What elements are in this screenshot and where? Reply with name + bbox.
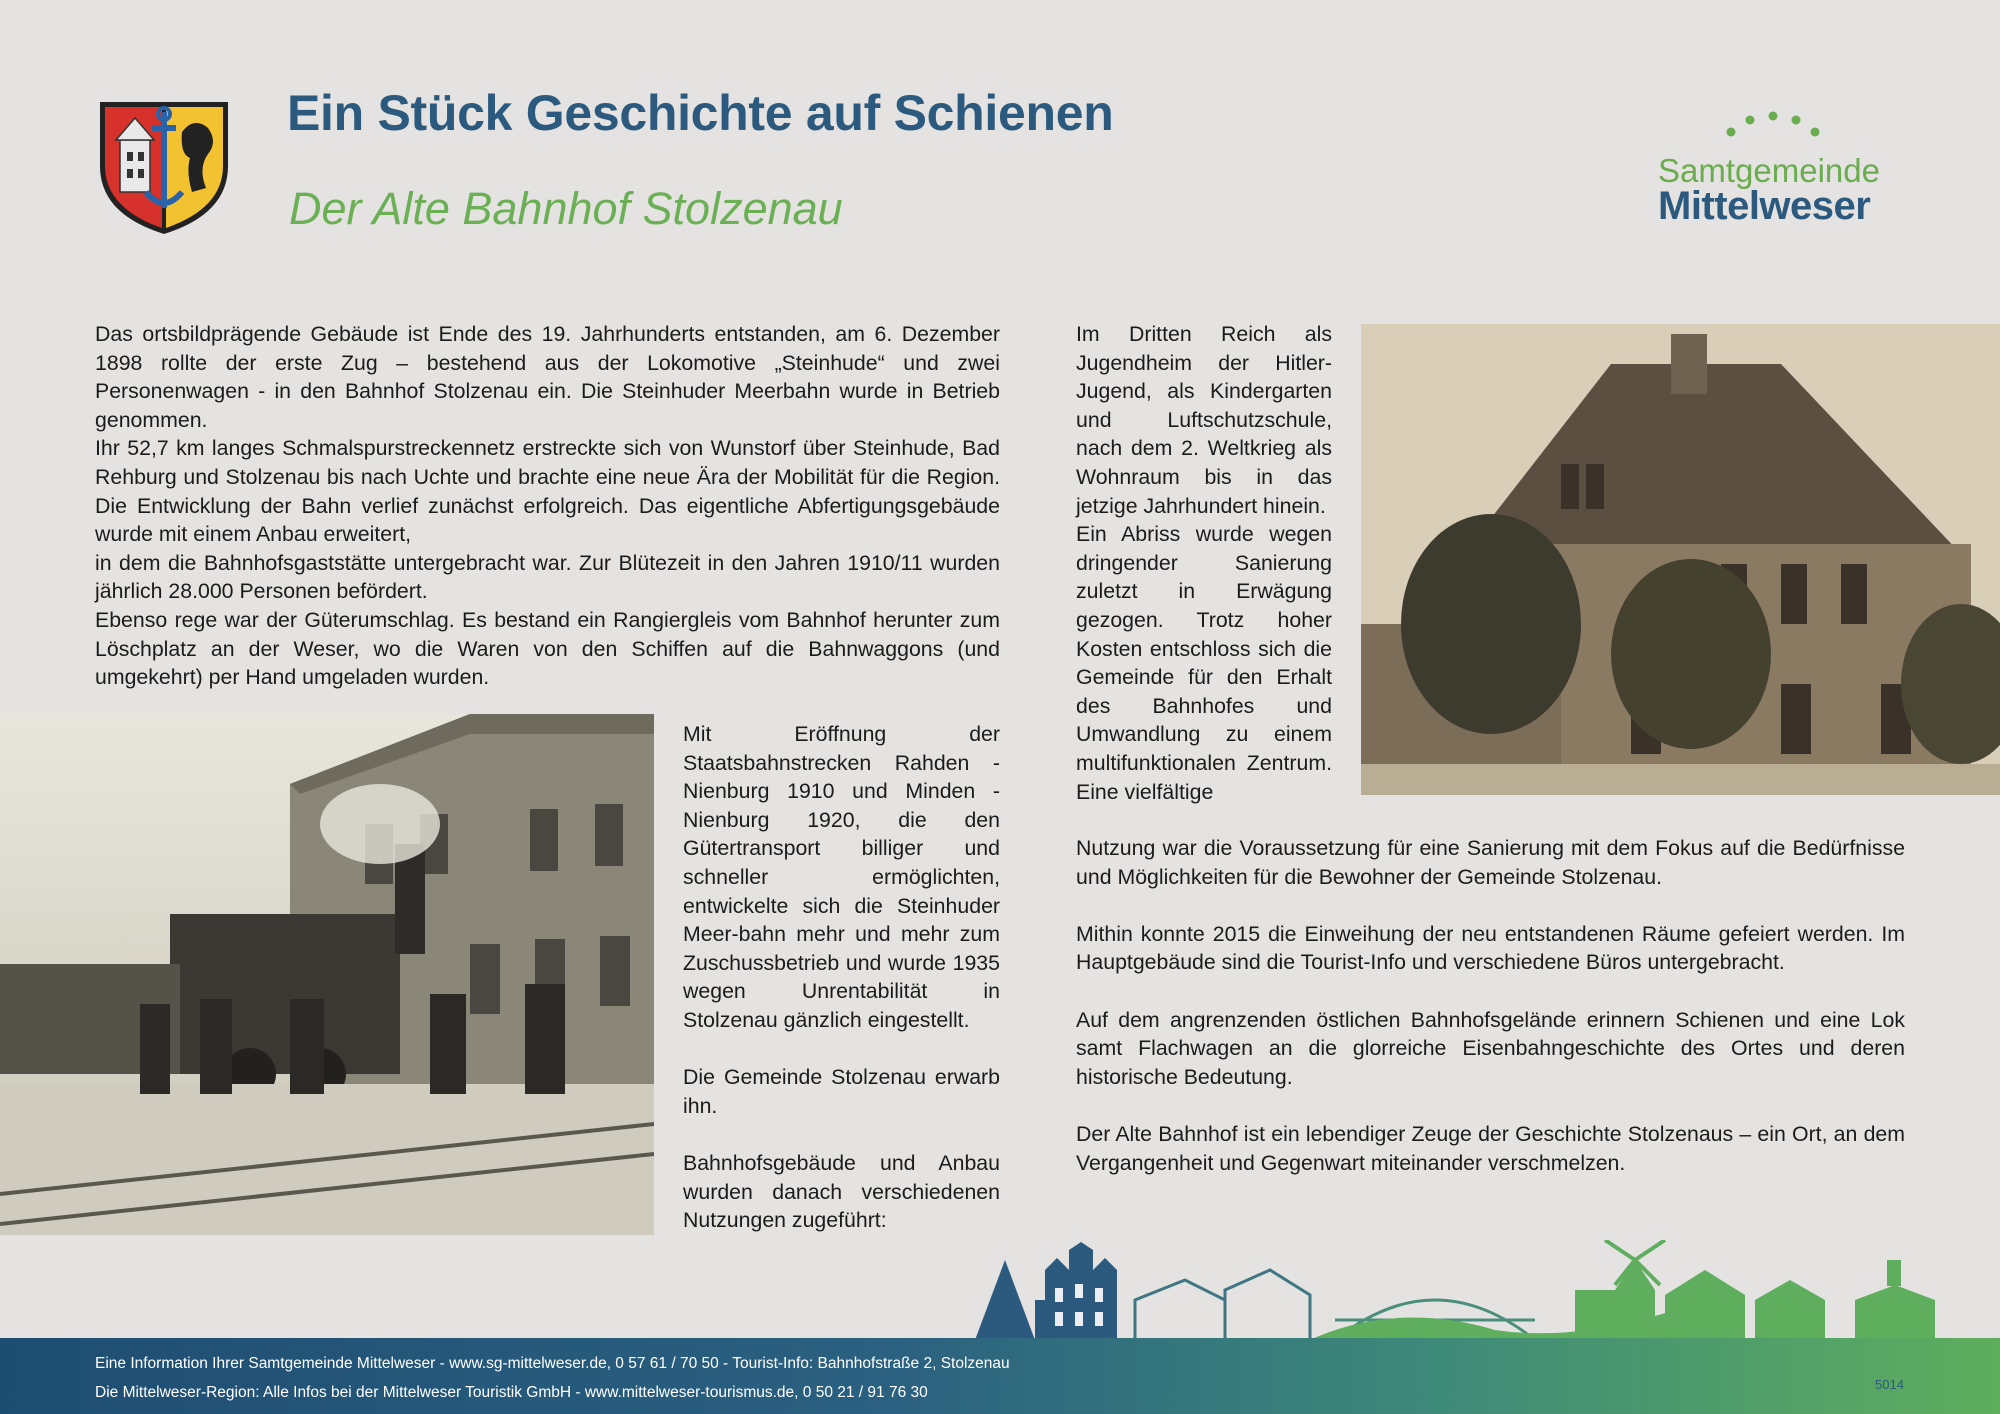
historic-train-photo xyxy=(0,714,654,1235)
present-text xyxy=(1076,834,1905,1177)
logo-line2: Mittelweser xyxy=(1658,184,1871,228)
history-paragraph-3: Bahnhofsgebäude und Anbau wurden danach verschiedenen Nutzungen zugeführt: xyxy=(683,1150,1000,1233)
samtgemeinde-logo xyxy=(1655,108,1895,238)
usage-paragraph-1: Im Dritten Reich als Jugendheim der Hitler-Jugend, als Kindergarten und Luftschutzschule, nach dem 2. Weltkrieg als Wohnraum bis in das jetzige Jahrhundert hinein. xyxy=(1076,322,1332,518)
present-paragraph-1: Mithin konnte 2015 die Einweihung der neu entstandenen Räume gefeiert werden. Im Hauptgebäude sind die Tourist-Info und verschiedene Büros untergebracht. xyxy=(1076,921,1905,975)
usage-paragraph-2: Ein Abriss wurde wegen dringender Sanierung zuletzt in Erwägung gezogen. Trotz hoher Kosten entschloss sich die Gemeinde für den Erhalt des Bahnhofes und Umwandlung zu einem multifunktionalen Zentrum. Eine vielfältige xyxy=(1076,522,1332,804)
footer-info-line1: Eine Information Ihrer Samtgemeinde Mittelweser - www.sg-mittelweser.de, 0 57 61 / 70 50 - Tourist-Info: Bahnhofstraße 2, Stolzenau xyxy=(95,1355,1010,1372)
historic-station-photo xyxy=(1361,324,2000,795)
history-paragraph-1: Mit Eröffnung der Staatsbahnstrecken Rahden - Nienburg 1910 und Minden - Nienburg 1920, die den Gütertransport billiger und schneller ermöglichten, entwickelte sich die Steinhuder Meer-bahn mehr und mehr zum Zuschussbetrieb und wurde 1935 wegen Unrentabilität in Stolzenau gänzlich eingestellt. xyxy=(683,722,1000,1032)
logo-dots-icon xyxy=(1655,108,1895,152)
present-paragraph-2: Auf dem angrenzenden östlichen Bahnhofsgelände erinnern Schienen und eine Lok samt Flachwagen an die glorreiche Eisenbahngeschichte des Ortes und deren historische Bedeutung. xyxy=(1076,1007,1905,1089)
usage-text xyxy=(1076,320,1332,806)
intro-paragraph-2: Ihr 52,7 km langes Schmalspurstreckennetz erstreckte sich von Wunstorf über Steinhude, Bad Rehburg und Stolzenau bis nach Uchte und brachte eine neue Ära der Mobilität für die Region. Die Entwicklung der Bahn verlief zunächst erfolgreich. Das eigentliche Abfertigungsgebäude wurde mit einem Anbau erweitert, xyxy=(95,436,1000,547)
page-title: Ein Stück Geschichte auf Schienen xyxy=(287,85,1114,141)
present-paragraph-3: Der Alte Bahnhof ist ein lebendiger Zeuge der Geschichte Stolzenaus – ein Ort, an dem Vergangenheit und Gegenwart miteinander verschmelzen. xyxy=(1076,1121,1905,1175)
skyline-illustration xyxy=(975,1240,2000,1342)
history-paragraph-2: Die Gemeinde Stolzenau erwarb ihn. xyxy=(683,1065,1000,1118)
footer-code: 5014 xyxy=(1875,1377,1904,1392)
intro-paragraph-4: Ebenso rege war der Güterumschlag. Es bestand ein Rangiergleis vom Bahnhof herunter zum Löschplatz an der Weser, wo die Waren von den Schiffen auf die Bahnwaggons (und umgekehrt) per Hand umgeladen wurden. xyxy=(95,607,1000,690)
logo-line1: Samtgemeinde xyxy=(1658,152,1880,189)
history-text xyxy=(683,720,1000,1235)
present-continuation: Nutzung war die Voraussetzung für eine Sanierung mit dem Fokus auf die Bedürfnisse und Möglichkeiten für die Bewohner der Gemeinde Stolzenau. xyxy=(1076,836,1905,889)
coat-of-arms-icon xyxy=(94,96,234,238)
intro-text xyxy=(95,320,1000,692)
page-subtitle: Der Alte Bahnhof Stolzenau xyxy=(289,183,843,234)
intro-paragraph-3: in dem die Bahnhofsgaststätte untergebracht war. Zur Blütezeit in den Jahren 1910/11 wurden jährlich 28.000 Personen befördert. xyxy=(95,550,1000,604)
footer-info-line2: Die Mittelweser-Region: Alle Infos bei der Mittelweser Touristik GmbH - www.mittelweser-tourismus.de, 0 50 21 / 91 76 30 xyxy=(95,1384,928,1401)
footer-bar xyxy=(0,1338,2000,1414)
intro-paragraph-1: Das ortsbildprägende Gebäude ist Ende des 19. Jahrhunderts entstanden, am 6. Dezember 1898 rollte der erste Zug – bestehend aus der Lokomotive „Steinhude“ und zwei Personenwagen - in den Bahnhof Stolzenau ein. Die Steinhuder Meerbahn wurde in Betrieb genommen. xyxy=(95,322,1000,432)
